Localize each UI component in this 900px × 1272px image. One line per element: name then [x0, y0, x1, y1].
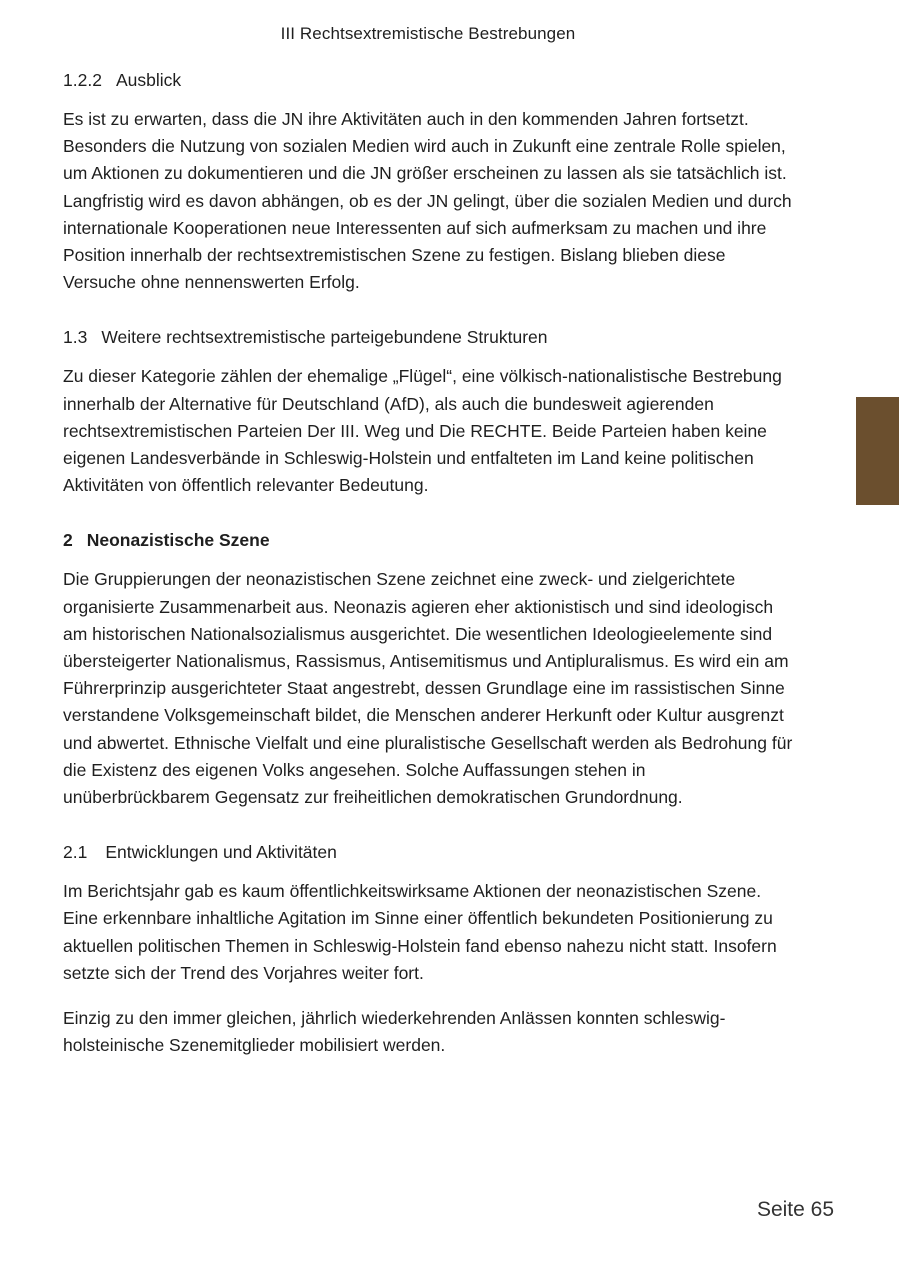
page-content: [63, 66, 793, 1059]
section-title: Neonazistische Szene: [86, 530, 270, 551]
paragraph-entwicklungen-2: Einzig zu den immer gleichen, jährlich wiederkehrenden Anlässen konnten schleswig-holsteinische Szenemitglieder mobilisiert werden.: [63, 1008, 726, 1056]
paragraph-ausblick: Es ist zu erwarten, dass die JN ihre Aktivitäten auch in den kommenden Jahren fortsetzt. Besonders die Nutzung von sozialen Medien wird auch in Zukunft eine zentrale Rolle spielen, um Aktionen zu dokumentieren und die JN größer erscheinen zu lassen als sie tatsächlich ist. Langfristig wird es davon abhängen, ob es der JN gelingt, über die sozialen Medien und durch internationale Kooperationen neue Interessenten auf sich aufmerksam zu machen und ihre Position innerhalb der rechtsextremistischen Szene zu festigen. Bislang blieben diese Versuche ohne nennenswerten Erfolg.: [63, 109, 792, 293]
section-title: Ausblick: [115, 70, 182, 90]
section-heading-2-1: [63, 838, 793, 866]
chapter-tab-marker: [856, 397, 899, 505]
section-number: 2.1: [63, 842, 88, 863]
section-number: 1.2.2: [63, 70, 102, 90]
section-heading-1-3: [63, 323, 793, 351]
section-heading-1-2-2: [63, 66, 793, 94]
section-title: Entwicklungen und Aktivitäten: [105, 842, 337, 863]
running-header: III Rechtsextremistische Bestrebungen: [280, 24, 576, 43]
section-number: 1.3: [63, 327, 88, 348]
paragraph-neonazistische-szene: Die Gruppierungen der neonazistischen Szene zeichnet eine zweck- und zielgerichtete organisierte Zusammenarbeit aus. Neonazis agieren eher aktionistisch und sind ideologisch am historischen Nationalsozialismus ausgerichtet. Die wesentlichen Ideologieelemente sind übersteigerter Nationalismus, Rassismus, Antisemitismus und Antipluralismus. Es wird ein am Führerprinzip ausgerichteter Staat angestrebt, dessen Grundlage eine im rassistischen Sinne verstandene Volksgemeinschaft bildet, die Menschen anderer Herkunft oder Kultur ausgrenzt und abwertet. Ethnische Vielfalt und eine pluralistische Gesellschaft werden als Bedrohung für die Existenz des eigenen Volks angesehen. Solche Auffassungen stehen in unüberbrückbarem Gegensatz zur freiheitlichen demokratischen Grundordnung.: [63, 569, 793, 808]
section-title: Weitere rechtsextremistische parteigebundene Strukturen: [101, 327, 548, 348]
section-heading-2: [63, 526, 793, 554]
section-number: 2: [63, 530, 73, 551]
page-number: Seite 65: [756, 1198, 834, 1221]
paragraph-entwicklungen-1: Im Berichtsjahr gab es kaum öffentlichkeitswirksame Aktionen der neonazistischen Szene. Eine erkennbare inhaltliche Agitation im Sinne einer öffentlich bekundeten Positionierung zu aktuellen politischen Themen in Schleswig-Holstein fand ebenso nahezu nicht statt. Insofern setzte sich der Trend des Vorjahres weiter fort.: [63, 881, 777, 983]
paragraph-weitere-strukturen: Zu dieser Kategorie zählen der ehemalige „Flügel“, eine völkisch-nationalistische Bestrebung innerhalb der Alternative für Deutschland (AfD), als auch die bundesweit agierenden rechtsextremistischen Parteien Der III. Weg und Die RECHTE. Beide Parteien haben keine eigenen Landesverbände in Schleswig-Holstein und entfalteten im Land keine politischen Aktivitäten von öffentlich relevanter Bedeutung.: [63, 366, 782, 496]
